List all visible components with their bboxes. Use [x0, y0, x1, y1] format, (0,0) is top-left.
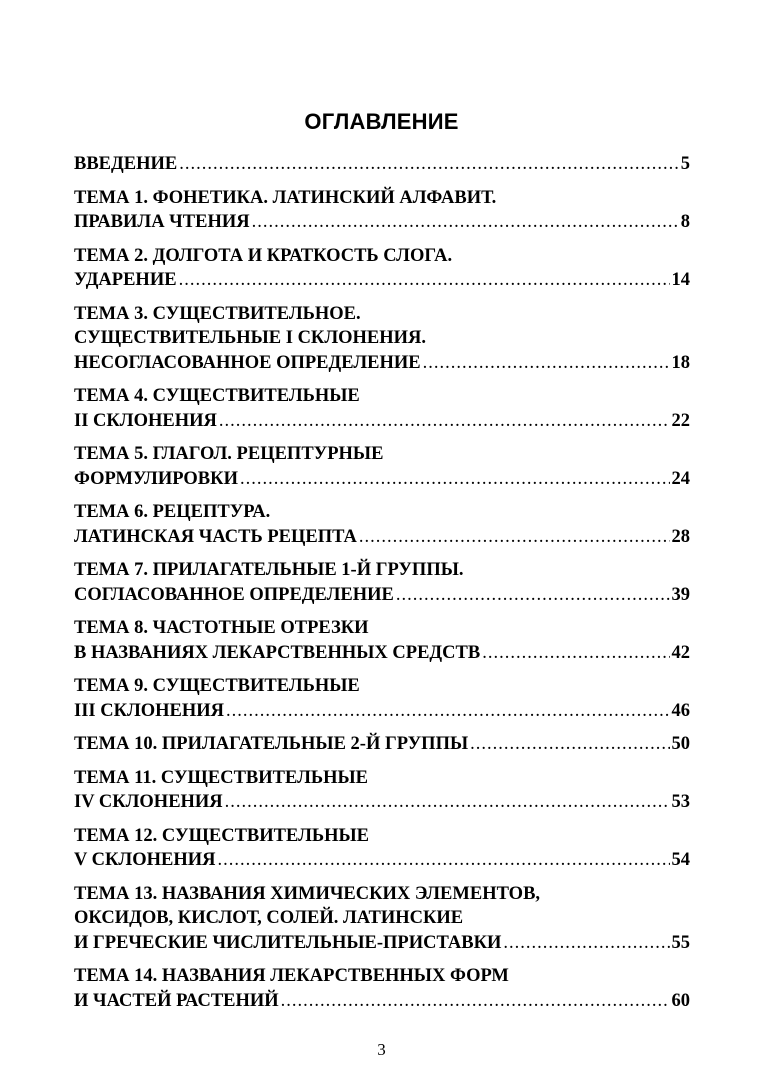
toc-entry-page-number: 28 — [671, 526, 690, 547]
toc-entry-last-line — [74, 525, 690, 550]
dot-leader — [482, 641, 669, 666]
toc-entry-last-line — [74, 210, 690, 235]
dot-leader — [179, 268, 670, 293]
toc-entry-page-number: 39 — [671, 584, 690, 605]
toc-entry-line: СУЩЕСТВИТЕЛЬНЫЕ I СКЛОНЕНИЯ. — [74, 328, 427, 348]
toc-entry-title-text: НЕСОГЛАСОВАННОЕ ОПРЕДЕЛЕНИЕ — [74, 352, 421, 373]
toc-entry-last-line — [74, 268, 690, 293]
toc-entry-last-line — [74, 931, 690, 956]
toc-entry — [74, 152, 690, 177]
page-number: 3 — [377, 1040, 386, 1059]
toc-entry-last-line — [74, 583, 690, 608]
toc-entry-page-number: 54 — [671, 850, 690, 870]
toc-entry — [74, 384, 690, 433]
dot-leader — [423, 351, 670, 376]
toc-entry-last-line — [74, 467, 690, 492]
dot-leader — [359, 525, 670, 550]
toc-entry — [74, 558, 690, 607]
toc-entry — [74, 244, 690, 293]
toc-entry-title-text: IV СКЛОНЕНИЯ — [74, 792, 223, 812]
toc-entry-title-text: В НАЗВАНИЯХ ЛЕКАРСТВЕННЫХ СРЕДСТВ — [74, 642, 481, 663]
toc-entry-last-line — [74, 732, 690, 757]
toc-entry-last-line — [74, 989, 690, 1014]
toc-entry-page-number: 42 — [671, 642, 690, 663]
toc-entry-page-number: 46 — [671, 700, 690, 721]
toc-entry-line: ТЕМА 12. СУЩЕСТВИТЕЛЬНЫЕ — [74, 825, 369, 846]
toc-entry — [74, 186, 690, 235]
toc-entry-line: ТЕМА 14. НАЗВАНИЯ ЛЕКАРСТВЕННЫХ ФОРМ — [74, 966, 509, 986]
dot-leader — [240, 467, 670, 492]
dot-leader — [503, 931, 669, 956]
toc-entry-last-line — [74, 409, 690, 434]
dot-leader — [179, 152, 679, 177]
toc-entry — [74, 882, 690, 956]
toc-entry-title-text: УДАРЕНИЕ — [74, 270, 177, 290]
toc-entry-title-text: ЛАТИНСКАЯ ЧАСТЬ РЕЦЕПТА — [74, 526, 357, 547]
dot-leader — [470, 732, 669, 757]
toc-entry-page-number: 5 — [680, 154, 690, 174]
toc-entry-page-number: 24 — [671, 468, 690, 489]
toc-entry-page-number: 55 — [671, 932, 690, 953]
toc-entry-title-text: II СКЛОНЕНИЯ — [74, 410, 217, 431]
toc-entry-line: ТЕМА 2. ДОЛГОТА И КРАТКОСТЬ СЛОГА. — [74, 245, 453, 266]
toc-entry-line: ТЕМА 7. ПРИЛАГАТЕЛЬНЫЕ 1-Й ГРУППЫ. — [74, 560, 464, 580]
dot-leader — [226, 699, 669, 724]
toc-entry-line: ОКСИДОВ, КИСЛОТ, СОЛЕЙ. ЛАТИНСКИЕ — [74, 908, 464, 928]
dot-leader — [281, 989, 670, 1014]
toc-entry-title-text: V СКЛОНЕНИЯ — [74, 850, 216, 870]
dot-leader — [225, 790, 670, 815]
toc-entry-page-number: 53 — [671, 792, 690, 812]
toc-entry-last-line — [74, 790, 690, 815]
toc-entry-title-text: III СКЛОНЕНИЯ — [74, 700, 225, 721]
toc-entry-line: ТЕМА 3. СУЩЕСТВИТЕЛЬНОЕ. — [74, 303, 361, 324]
toc-entry — [74, 500, 690, 549]
toc-entry-title-text: ТЕМА 10. ПРИЛАГАТЕЛЬНЫЕ 2-Й ГРУППЫ — [74, 734, 469, 754]
toc-entry-last-line — [74, 351, 690, 376]
toc-entry-page-number: 50 — [671, 734, 690, 754]
toc-entry — [74, 732, 690, 757]
toc-entry-page-number: 8 — [680, 212, 690, 232]
dot-leader — [219, 409, 670, 434]
toc-entry-last-line — [74, 848, 690, 873]
toc-entry-title-text: СОГЛАСОВАННОЕ ОПРЕДЕЛЕНИЕ — [74, 584, 394, 605]
page-title: ОГЛАВЛЕНИЕ — [304, 109, 459, 134]
dot-leader — [252, 210, 679, 235]
toc-entry — [74, 824, 690, 873]
toc-entry-line: ТЕМА 13. НАЗВАНИЯ ХИМИЧЕСКИХ ЭЛЕМЕНТОВ, — [74, 883, 541, 904]
toc-entry — [74, 302, 690, 376]
toc-entry-last-line — [74, 152, 690, 177]
toc-entry-last-line — [74, 641, 690, 666]
dot-leader — [217, 848, 669, 873]
toc-entry — [74, 442, 690, 491]
toc-entry-line: ТЕМА 8. ЧАСТОТНЫЕ ОТРЕЗКИ — [74, 618, 369, 638]
toc-entry-title-text: И ГРЕЧЕСКИЕ ЧИСЛИТЕЛЬНЫЕ-ПРИСТАВКИ — [74, 932, 502, 953]
toc-entry-page-number: 14 — [671, 270, 690, 290]
toc-entry-title-text: И ЧАСТЕЙ РАСТЕНИЙ — [74, 990, 279, 1011]
toc-entry-line: ТЕМА 1. ФОНЕТИКА. ЛАТИНСКИЙ АЛФАВИТ. — [74, 187, 497, 208]
toc-entry-line: ТЕМА 9. СУЩЕСТВИТЕЛЬНЫЕ — [74, 676, 360, 696]
toc-entry-page-number: 22 — [671, 410, 690, 431]
table-of-contents — [74, 152, 690, 1022]
toc-entry — [74, 674, 690, 723]
toc-entry-line: ТЕМА 6. РЕЦЕПТУРА. — [74, 502, 271, 522]
toc-entry — [74, 964, 690, 1013]
toc-entry-line: ТЕМА 5. ГЛАГОЛ. РЕЦЕПТУРНЫЕ — [74, 444, 384, 464]
toc-entry — [74, 616, 690, 665]
toc-entry — [74, 766, 690, 815]
toc-entry-title-text: ПРАВИЛА ЧТЕНИЯ — [74, 212, 250, 232]
toc-entry-page-number: 60 — [671, 990, 690, 1011]
toc-entry-title-text: ВВЕДЕНИЕ — [74, 154, 178, 174]
toc-entry-line: ТЕМА 11. СУЩЕСТВИТЕЛЬНЫЕ — [74, 767, 368, 788]
toc-entry-line: ТЕМА 4. СУЩЕСТВИТЕЛЬНЫЕ — [74, 386, 360, 406]
toc-entry-page-number: 18 — [671, 352, 690, 373]
toc-entry-last-line — [74, 699, 690, 724]
dot-leader — [396, 583, 670, 608]
toc-entry-title-text: ФОРМУЛИРОВКИ — [74, 468, 238, 489]
